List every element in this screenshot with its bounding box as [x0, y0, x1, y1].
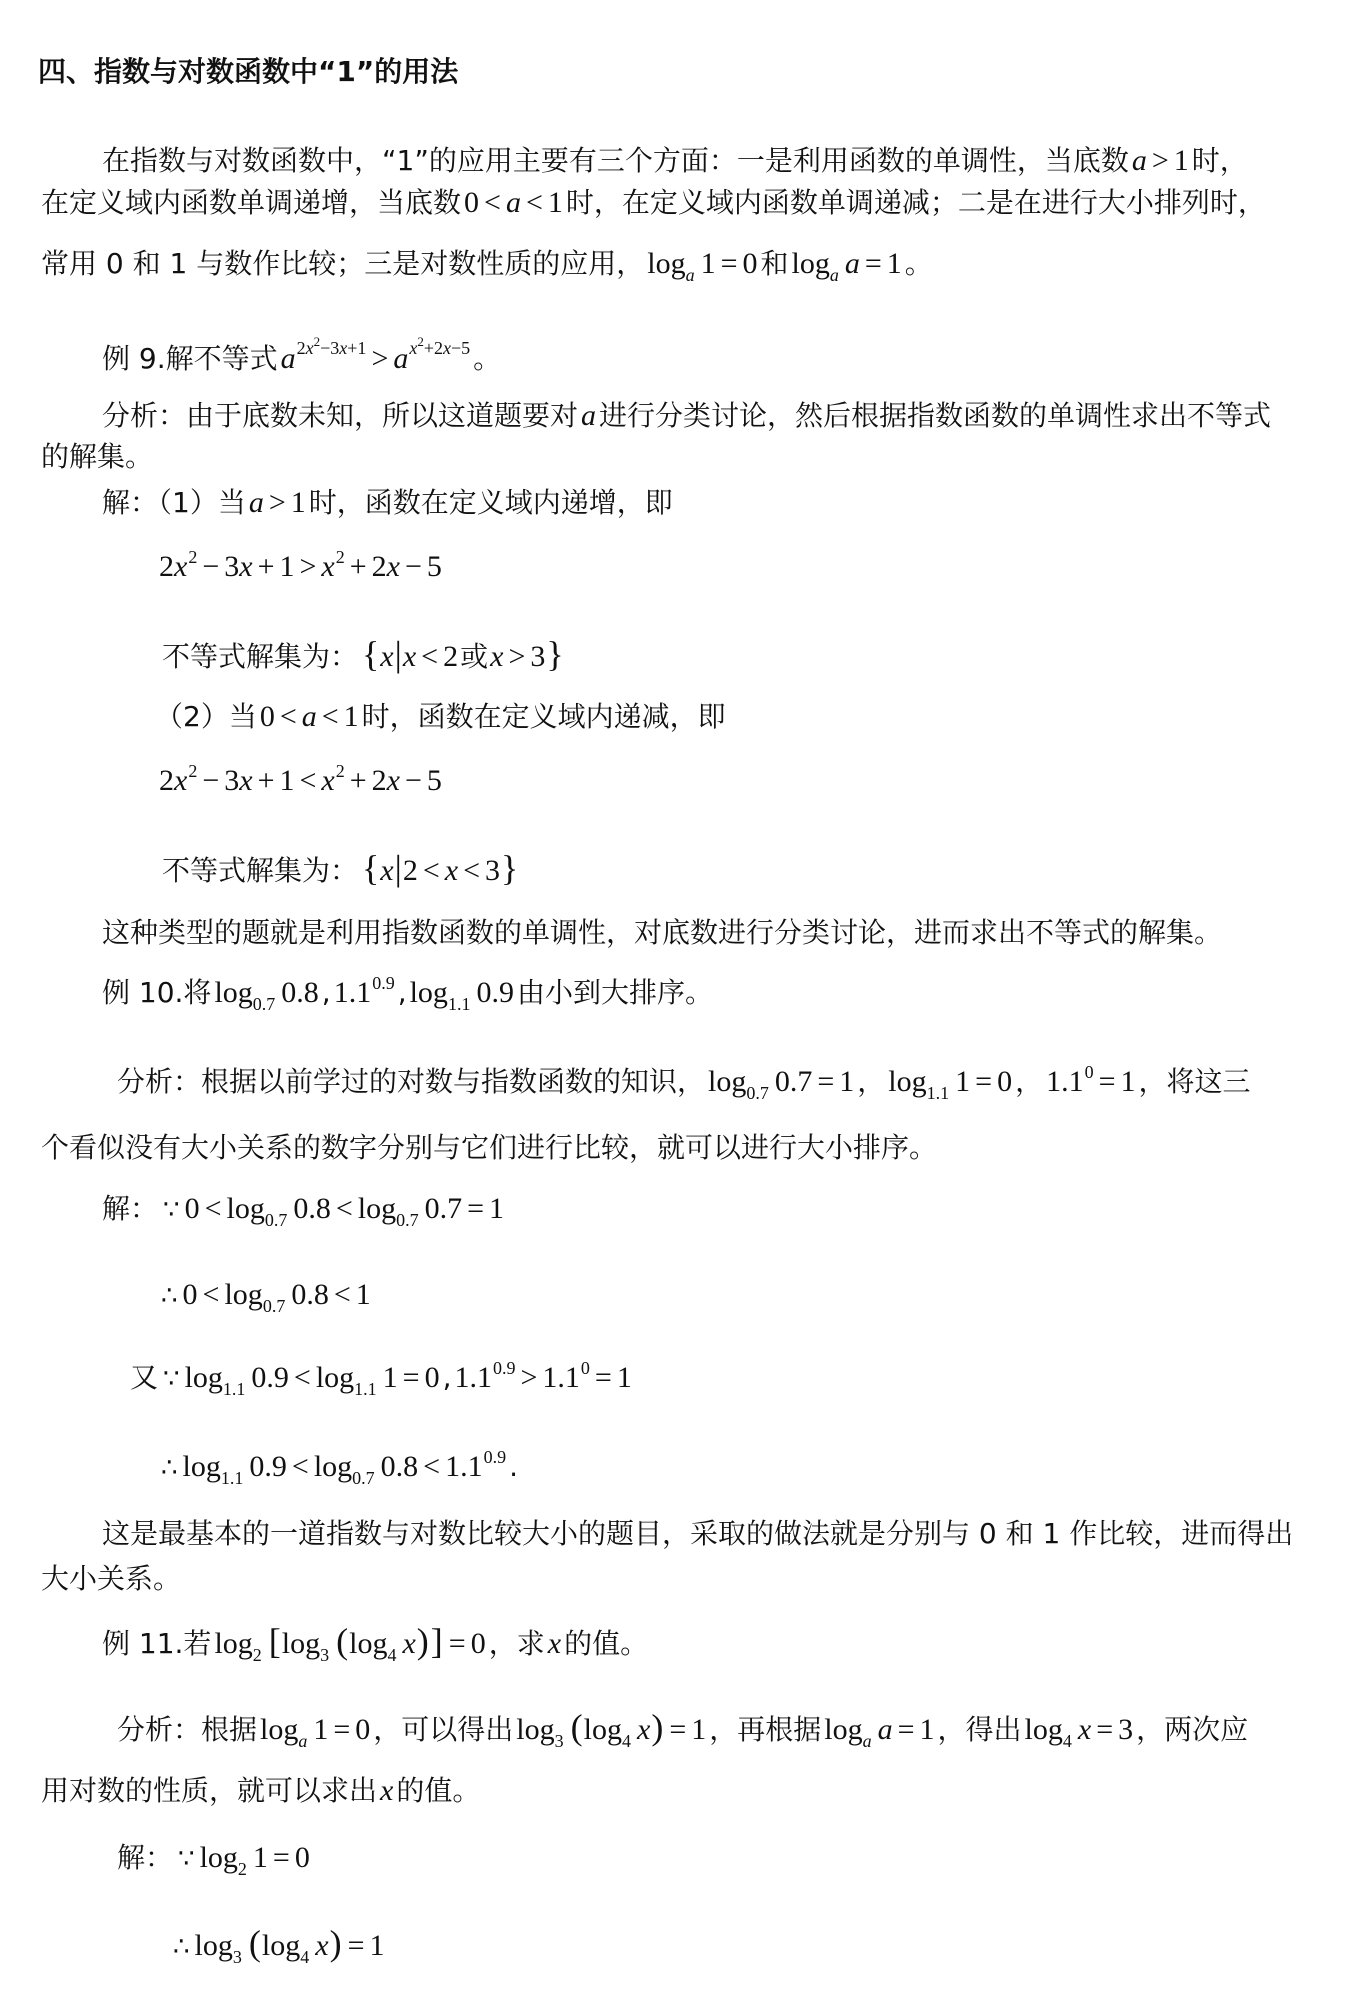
text-run: 大小关系。	[41, 1562, 182, 1595]
math-bracket: )	[329, 1923, 342, 1963]
math-number: 1	[369, 1929, 385, 1962]
math-operator: +	[349, 764, 367, 797]
math-number: 0	[997, 1065, 1013, 1098]
exponent-variable: x	[443, 338, 452, 358]
text-run: 解：（1）当	[102, 486, 246, 519]
example9-solution-set-2	[159, 848, 519, 888]
math-number: 1	[279, 764, 295, 797]
math-number: 1	[691, 1713, 707, 1746]
math-number: 0	[259, 700, 275, 733]
math-number: 0.9	[476, 976, 514, 1009]
log-base-subscript: 1.1	[222, 1379, 246, 1399]
exponent	[409, 328, 470, 370]
log-base-subscript: 2	[237, 1859, 247, 1879]
therefore-symbol: ∴	[161, 1281, 178, 1311]
log-function: log	[184, 1361, 223, 1394]
math-number: 5	[426, 764, 442, 797]
text-run: 由小到大排序。	[516, 976, 713, 1009]
log-function: log	[182, 1450, 221, 1483]
text-run: 时，在定义域内函数单调递减；二是在进行大小排列时，	[565, 186, 1266, 219]
math-variable: x	[380, 854, 394, 887]
log-function: log	[260, 1713, 299, 1746]
text-run: 这是最基本的一道指数与对数比较大小的题目，采取的做法就是分别与 0 和 1 作比较，进而得出	[102, 1517, 1294, 1550]
math-operator: =	[467, 1192, 485, 1225]
text-run: 解：	[117, 1841, 174, 1874]
log-function: log	[583, 1713, 622, 1746]
math-operator: >	[268, 486, 286, 519]
because-symbol: ∵	[178, 1844, 195, 1874]
text-run: 或	[460, 640, 489, 673]
math-operator: =	[594, 1361, 612, 1394]
text-run: 的解集。	[41, 440, 154, 473]
math-number: 1.1	[333, 976, 372, 1009]
example9-question	[99, 334, 504, 379]
log-base-subscript: a	[298, 1731, 308, 1751]
log-base-subscript: 4	[1062, 1731, 1072, 1751]
log-base-subscript: 0.7	[352, 1468, 375, 1488]
therefore-symbol: ∴	[173, 1932, 190, 1962]
math-number: 0	[355, 1713, 371, 1746]
math-number: 1	[489, 1192, 505, 1225]
math-operator: −	[405, 764, 422, 797]
math-operator: =	[864, 247, 882, 280]
because-symbol: ∵	[163, 1195, 180, 1225]
math-variable: a	[280, 342, 296, 375]
math-number: 1	[1120, 1065, 1136, 1098]
math-bracket: )	[651, 1707, 664, 1747]
math-operator: >	[1151, 144, 1169, 177]
math-operator: <	[202, 1278, 220, 1311]
text-run: ，再根据	[709, 1713, 822, 1746]
math-number: 1	[252, 1841, 268, 1874]
log-function: log	[214, 1627, 253, 1660]
math-superscript: 2	[188, 547, 198, 567]
log-function: log	[349, 1627, 388, 1660]
math-superscript: 0.9	[493, 1358, 516, 1378]
math-variable: a	[581, 399, 597, 432]
exponent-power: 2	[313, 334, 321, 349]
log-base-subscript: a	[685, 265, 695, 285]
text-run: .	[509, 1450, 518, 1483]
math-operator: <	[421, 640, 439, 673]
text-run: ，得出	[937, 1713, 1022, 1746]
math-variable: x	[547, 1627, 562, 1660]
math-operator: >	[508, 640, 526, 673]
math-variable: a	[393, 342, 409, 375]
math-number: 1	[355, 1278, 371, 1311]
math-operator: +	[257, 764, 275, 797]
math-variable: x	[490, 640, 504, 673]
math-variable: x	[386, 550, 400, 583]
math-number: 0.7	[424, 1192, 463, 1225]
math-number: 0	[470, 1627, 486, 1660]
math-variable: x	[636, 1713, 651, 1746]
math-variable: x	[380, 1774, 394, 1807]
math-bracket: {	[362, 634, 380, 674]
math-operator: =	[402, 1361, 420, 1394]
math-number: 0	[464, 186, 480, 219]
math-operator: >	[299, 550, 317, 583]
example10-solution-step-2	[159, 1275, 371, 1315]
math-number: 3	[224, 550, 240, 583]
math-variable: a	[1131, 144, 1147, 177]
math-operator: =	[272, 1841, 290, 1874]
math-number: 1	[616, 1361, 632, 1394]
example11-solution-step-2	[171, 1923, 385, 1967]
section-title	[38, 52, 461, 92]
math-operator: −	[202, 764, 220, 797]
text-run: 在指数与对数函数中，“1”的应用主要有三个方面：一是利用函数的单调性，当底数	[102, 144, 1129, 177]
math-superscript: 0	[1084, 1062, 1094, 1082]
text-run: 在定义域内函数单调递增，当底数	[41, 186, 462, 219]
text-run: 。	[473, 342, 502, 375]
example10-solution-step-1	[99, 1189, 504, 1229]
example9-summary	[99, 913, 1225, 953]
math-bracket: (	[570, 1707, 583, 1747]
text-run: 时，函数在定义域内递减，即	[361, 700, 726, 733]
math-operator: =	[669, 1713, 687, 1746]
math-number: 1	[886, 247, 902, 280]
math-operator: −	[405, 550, 422, 583]
math-superscript: 0	[580, 1358, 590, 1378]
example11-analysis-line-2	[38, 1771, 483, 1811]
math-number: 2	[402, 854, 418, 887]
text-run: 时，函数在定义域内递增，即	[308, 486, 673, 519]
math-operator: =	[448, 1627, 466, 1660]
text-run: 不等式解集为：	[162, 854, 359, 887]
exponent-number: +1	[347, 338, 367, 358]
math-number: 5	[426, 550, 442, 583]
log-function: log	[224, 1278, 263, 1311]
math-variable: x	[321, 764, 335, 797]
log-base-subscript: 3	[232, 1947, 242, 1967]
math-variable: x	[174, 764, 188, 797]
math-variable: x	[402, 1627, 416, 1660]
log-function: log	[313, 1450, 353, 1483]
exponent-number: +2	[423, 338, 444, 358]
math-number: 0	[182, 1278, 198, 1311]
math-number: 1	[547, 186, 563, 219]
math-number: 1	[700, 247, 716, 280]
math-number: 0.8	[281, 976, 319, 1009]
log-function: log	[281, 1627, 321, 1660]
math-operator: <	[333, 1278, 351, 1311]
log-function: log	[888, 1065, 927, 1098]
math-operator: >	[520, 1361, 538, 1394]
log-function: log	[194, 1929, 233, 1962]
text-run: ,	[442, 1361, 452, 1394]
log-base-subscript: 1.1	[447, 994, 471, 1014]
text-run: 这种类型的题就是利用指数函数的单调性，对底数进行分类讨论，进而求出不等式的解集。	[102, 916, 1223, 949]
example11-solution-step-1	[114, 1838, 310, 1878]
math-number: 2	[443, 640, 459, 673]
math-operator: =	[333, 1713, 351, 1746]
exponent-number: −5	[451, 338, 471, 358]
log-base-subscript: 4	[300, 1947, 310, 1967]
math-bracket: |	[394, 848, 402, 888]
example10-analysis-line-1	[114, 1062, 1254, 1102]
math-number: 1	[290, 486, 306, 519]
example11-analysis-line-1	[114, 1707, 1251, 1751]
math-number: 2	[159, 550, 174, 583]
math-variable: a	[301, 700, 317, 733]
math-number: 2	[159, 764, 174, 797]
log-function: log	[824, 1713, 863, 1746]
example9-case-1	[99, 483, 676, 523]
example9-analysis-line-1	[99, 396, 1274, 436]
math-bracket: (	[248, 1923, 261, 1963]
math-operator: =	[720, 247, 738, 280]
log-function: log	[409, 976, 448, 1009]
exponent-variable: x	[409, 338, 418, 358]
log-base-subscript: 0.7	[746, 1083, 769, 1103]
log-base-subscript: 1.1	[926, 1083, 950, 1103]
math-number: 0	[742, 247, 758, 280]
text-run: ，可以得出	[373, 1713, 514, 1746]
exponent-number: 2	[296, 338, 306, 358]
log-function: log	[315, 1361, 355, 1394]
math-operator: =	[817, 1065, 835, 1098]
math-bracket: {	[362, 848, 380, 888]
intro-line-1	[99, 141, 1251, 181]
math-bracket: (	[336, 1621, 349, 1661]
log-base-subscript: 2	[252, 1645, 262, 1665]
example10-analysis-line-2	[38, 1128, 940, 1168]
math-bracket: }	[546, 634, 564, 674]
text-run: ，两次应	[1136, 1713, 1249, 1746]
log-base-subscript: 0.7	[252, 994, 276, 1014]
math-operator: <	[299, 764, 317, 797]
section-title-text: 四、指数与对数函数中“1”的用法	[38, 55, 459, 88]
text-run: 。	[904, 247, 933, 280]
math-number: 3	[485, 854, 501, 887]
text-run: 分析：根据	[117, 1713, 258, 1746]
text-run: 例 11.若	[102, 1627, 212, 1660]
log-function: log	[791, 247, 830, 280]
log-base-subscript: a	[829, 265, 839, 285]
exponent	[297, 328, 367, 370]
math-number: 0.8	[293, 1192, 331, 1225]
exponent-number: −3	[320, 338, 340, 358]
math-number: 3	[1118, 1713, 1134, 1746]
log-function: log	[357, 1192, 397, 1225]
math-number: 1	[919, 1713, 935, 1746]
math-number: 1.1	[445, 1450, 483, 1483]
log-function: log	[226, 1192, 265, 1225]
example9-inequality-1	[159, 547, 442, 587]
math-number: 1.1	[454, 1361, 492, 1394]
math-variable: x	[321, 550, 335, 583]
math-bracket: )	[416, 1621, 429, 1661]
example10-summary-line-1	[99, 1514, 1296, 1554]
log-base-subscript: a	[862, 1731, 872, 1751]
math-number: 0	[184, 1192, 200, 1225]
math-number: 1	[343, 700, 359, 733]
math-operator: <	[335, 1192, 353, 1225]
log-base-subscript: 3	[320, 1645, 330, 1665]
log-base-subscript: 0.7	[264, 1210, 288, 1230]
text-run: 进行分类讨论，然后根据指数函数的单调性求出不等式	[599, 399, 1272, 432]
math-operator: <	[463, 854, 481, 887]
math-variable: a	[844, 247, 860, 280]
log-base-subscript: 3	[554, 1731, 564, 1751]
math-variable: x	[380, 640, 394, 673]
math-superscript: 0.9	[483, 1447, 507, 1467]
log-base-subscript: 0.7	[262, 1296, 286, 1316]
log-function: log	[1024, 1713, 1063, 1746]
example10-solution-step-3	[127, 1358, 632, 1398]
math-operator: +	[257, 550, 275, 583]
math-variable: x	[315, 1929, 329, 1962]
math-variable: x	[1077, 1713, 1092, 1746]
math-superscript: 0.9	[372, 973, 395, 993]
intro-line-2	[38, 183, 1269, 223]
math-operator: =	[1098, 1065, 1116, 1098]
math-operator: <	[291, 1450, 309, 1483]
math-variable: a	[877, 1713, 893, 1746]
math-operator: =	[897, 1713, 915, 1746]
math-number: 1	[839, 1065, 855, 1098]
text-run: 不等式解集为：	[162, 640, 359, 673]
math-number: 0	[294, 1841, 310, 1874]
log-function: log	[214, 976, 253, 1009]
log-function: log	[708, 1065, 747, 1098]
text-run: 解：	[102, 1192, 159, 1225]
log-base-subscript: 1.1	[354, 1379, 377, 1399]
math-number: 0.8	[380, 1450, 419, 1483]
text-run: 的值。	[564, 1627, 649, 1660]
because-symbol: ∵	[163, 1364, 180, 1394]
exponent-variable: x	[339, 338, 348, 358]
example9-inequality-2	[159, 761, 442, 801]
text-run: 用对数的性质，就可以求出	[41, 1774, 378, 1807]
example10-solution-step-4	[159, 1447, 521, 1487]
text-run: ，将这三	[1138, 1065, 1251, 1098]
math-operator: <	[279, 700, 297, 733]
math-operator: =	[1096, 1713, 1114, 1746]
example9-case-2	[152, 697, 729, 737]
exponent-variable: x	[305, 338, 314, 358]
log-base-subscript: 0.7	[396, 1210, 419, 1230]
math-variable: x	[444, 854, 459, 887]
text-run: ,	[321, 976, 331, 1009]
math-variable: x	[239, 550, 253, 583]
math-number: 1	[279, 550, 295, 583]
math-operator: =	[347, 1929, 365, 1962]
math-number: 1	[382, 1361, 398, 1394]
text-run: 个看似没有大小关系的数字分别与它们进行比较，就可以进行大小排序。	[41, 1131, 938, 1164]
text-run: 例 10.将	[102, 976, 212, 1009]
math-superscript: 2	[335, 547, 345, 567]
log-function: log	[199, 1841, 238, 1874]
math-number: 3	[530, 640, 546, 673]
math-operator: <	[321, 700, 339, 733]
math-number: 0.9	[251, 1361, 289, 1394]
example9-solution-set-1	[159, 634, 565, 674]
text-run: ，求	[488, 1627, 545, 1660]
exponent-power: 2	[417, 334, 424, 349]
text-run: ,	[397, 976, 407, 1009]
math-number: 2	[371, 764, 387, 797]
math-superscript: 2	[188, 761, 198, 781]
math-number: 1	[955, 1065, 971, 1098]
text-run: 和	[760, 247, 789, 280]
text-run: （2）当	[155, 700, 257, 733]
log-base-subscript: 4	[621, 1731, 631, 1751]
math-number: 0	[424, 1361, 440, 1394]
math-number: 1.1	[542, 1361, 580, 1394]
example10-summary-line-2	[38, 1559, 184, 1599]
example10-question	[99, 973, 716, 1013]
math-bracket: |	[394, 634, 402, 674]
math-number: 1.1	[1046, 1065, 1084, 1098]
math-variable: x	[174, 550, 188, 583]
math-variable: a	[248, 486, 264, 519]
math-number: 0.8	[291, 1278, 329, 1311]
text-run: 的值。	[396, 1774, 481, 1807]
math-operator: +	[349, 550, 367, 583]
text-run: 又	[130, 1361, 159, 1394]
example9-analysis-line-2	[38, 437, 156, 477]
text-run: 时，	[1191, 144, 1248, 177]
math-number: 0.9	[249, 1450, 287, 1483]
example11-question	[99, 1621, 651, 1665]
math-operator: <	[484, 186, 501, 219]
math-operator: >	[371, 342, 389, 375]
log-base-subscript: 1.1	[220, 1468, 244, 1488]
intro-line-3	[38, 244, 936, 284]
math-variable: x	[386, 764, 400, 797]
therefore-symbol: ∴	[161, 1453, 178, 1483]
math-bracket: }	[501, 848, 519, 888]
log-function: log	[647, 247, 686, 280]
math-operator: =	[975, 1065, 993, 1098]
math-operator: <	[423, 1450, 441, 1483]
text-run: 分析：根据以前学过的对数与指数函数的知识，	[117, 1065, 706, 1098]
math-superscript: 2	[335, 761, 345, 781]
text-run: ，	[1015, 1065, 1044, 1098]
math-operator: <	[293, 1361, 311, 1394]
log-function: log	[516, 1713, 555, 1746]
log-function: log	[261, 1929, 301, 1962]
text-run: 例 9.解不等式	[102, 342, 278, 375]
math-number: 1	[313, 1713, 329, 1746]
math-operator: <	[525, 186, 543, 219]
math-operator: <	[204, 1192, 222, 1225]
log-base-subscript: 4	[387, 1645, 397, 1665]
math-variable: x	[402, 640, 417, 673]
text-run: 分析：由于底数未知，所以这道题要对	[102, 399, 579, 432]
text-run: ，	[857, 1065, 886, 1098]
math-variable: a	[505, 186, 521, 219]
text-run: 常用 0 和 1 与数作比较；三是对数性质的应用，	[41, 247, 645, 280]
math-bracket: [	[268, 1621, 281, 1661]
math-bracket: ]	[430, 1621, 443, 1661]
math-number: 1	[1173, 144, 1189, 177]
math-number: 0.7	[774, 1065, 813, 1098]
math-operator: −	[202, 550, 220, 583]
math-variable: x	[239, 764, 253, 797]
math-number: 2	[371, 550, 387, 583]
math-number: 3	[224, 764, 240, 797]
math-operator: <	[422, 854, 440, 887]
